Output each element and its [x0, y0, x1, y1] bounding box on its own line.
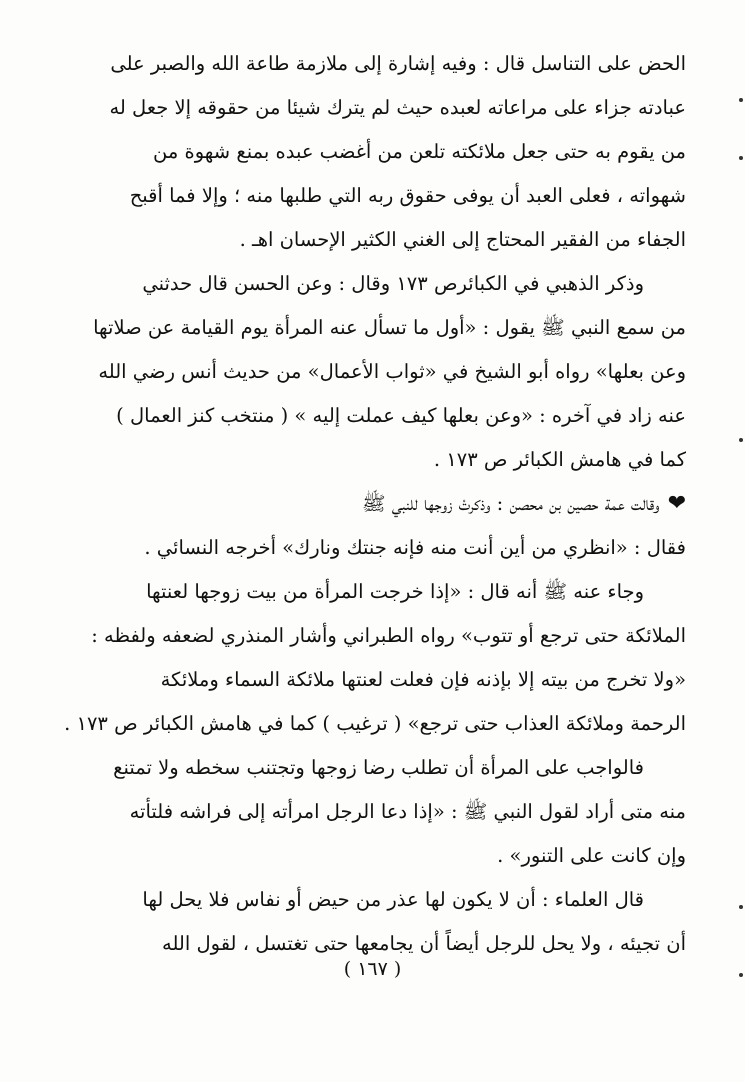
scan-mark	[739, 98, 743, 102]
text-line	[64, 570, 686, 614]
text-line-content: الجفاء من الفقير المحتاج إلى الغني الكثير الإحسان اهـ .	[239, 228, 686, 251]
text-line	[64, 790, 686, 834]
scan-mark	[739, 973, 743, 977]
scan-mark	[739, 905, 743, 909]
text-line	[64, 614, 686, 658]
text-line-content: عنه زاد في آخره : «وعن بعلها كيف عملت إليه » ( منتخب كنز العمال )	[116, 404, 686, 427]
text-line-content: وعن بعلها» رواه أبو الشيخ في «ثواب الأعمال» من حديث أنس رضي الله	[98, 360, 686, 383]
text-line-content: عبادته جزاء على مراعاته لعبده حيث لم يترك شيئا من حقوقه إلا جعل له	[109, 96, 686, 119]
scan-mark	[739, 438, 743, 442]
text-line	[64, 394, 686, 438]
text-line-content: قال العلماء : أن لا يكون لها عذر من حيض أو نفاس فلا يحل لها	[142, 888, 644, 911]
text-line-content: الحض على التناسل قال : وفيه إشارة إلى ملازمة طاعة الله والصبر على	[110, 52, 686, 75]
text-line-content: وذكر الذهبي في الكبائرص ١٧٣ وقال : وعن الحسن قال حدثني	[142, 272, 644, 295]
text-line	[64, 262, 686, 306]
text-line	[64, 86, 686, 130]
text-line	[64, 306, 686, 350]
text-line	[64, 834, 686, 878]
text-line	[64, 42, 686, 86]
text-line-content: الرحمة وملائكة العذاب حتى ترجع» ( ترغيب ) كما في هامش الكبائر ص ١٧٣ .	[64, 712, 686, 735]
text-line-content: شهواته ، فعلى العبد أن يوفى حقوق ربه التي طلبها منه ؛ وإلا فما أقبح	[129, 184, 686, 207]
text-line-content: من يقوم به حتى جعل ملائكته تلعن من أغضب عبده بمنع شهوة من	[153, 140, 686, 163]
text-line	[64, 746, 686, 790]
text-line	[64, 174, 686, 218]
text-line-content: وجاء عنه ﷺ أنه قال : «إذا خرجت المرأة من بيت زوجها لعنتها	[146, 580, 644, 603]
text-line-content: كما في هامش الكبائر ص ١٧٣ .	[433, 448, 686, 471]
text-line	[64, 438, 686, 482]
text-line	[64, 702, 686, 746]
text-line	[64, 350, 686, 394]
text-line	[64, 482, 686, 526]
text-line-content: وإن كانت على التنور» .	[497, 844, 686, 867]
text-line-content: «ولا تخرج من بيته إلا بإذنه فإن فعلت لعنتها ملائكة السماء وملائكة	[160, 668, 686, 691]
text-line	[64, 218, 686, 262]
text-line-content: فقال : «انظري من أين أنت منه فإنه جنتك ونارك» أخرجه النسائي .	[144, 536, 686, 559]
page-number: ( ١٦٧ )	[343, 958, 402, 980]
text-line-content: الملائكة حتى ترجع أو تتوب» رواه الطبراني وأشار المنذري لضعفه ولفظه :	[91, 624, 686, 647]
text-line-content: أن تجيئه ، ولا يحل للرجل أيضاً أن يجامعها حتى تغتسل ، لقول الله	[161, 932, 686, 955]
heart-icon: ❤	[667, 491, 686, 516]
text-line-content: من سمع النبي ﷺ يقول : «أول ما تسأل عنه المرأة يوم القيامة عن صلاتها	[93, 316, 686, 339]
text-line	[64, 878, 686, 922]
text-line	[64, 526, 686, 570]
scan-mark	[739, 156, 743, 160]
text-line-content: منه متى أراد لقول النبي ﷺ : «إذا دعا الرجل امرأته إلى فراشه فلتأته	[129, 800, 686, 823]
text-line	[64, 658, 686, 702]
body-text	[64, 42, 686, 966]
text-line	[64, 130, 686, 174]
text-line-content: وقالت عمة حصين بن محصن : وذكرتْ زوجها للنبي ﷺ	[361, 492, 660, 515]
text-line-content: فالواجب على المرأة أن تطلب رضا زوجها وتجتنب سخطه ولا تمتنع	[113, 756, 644, 779]
